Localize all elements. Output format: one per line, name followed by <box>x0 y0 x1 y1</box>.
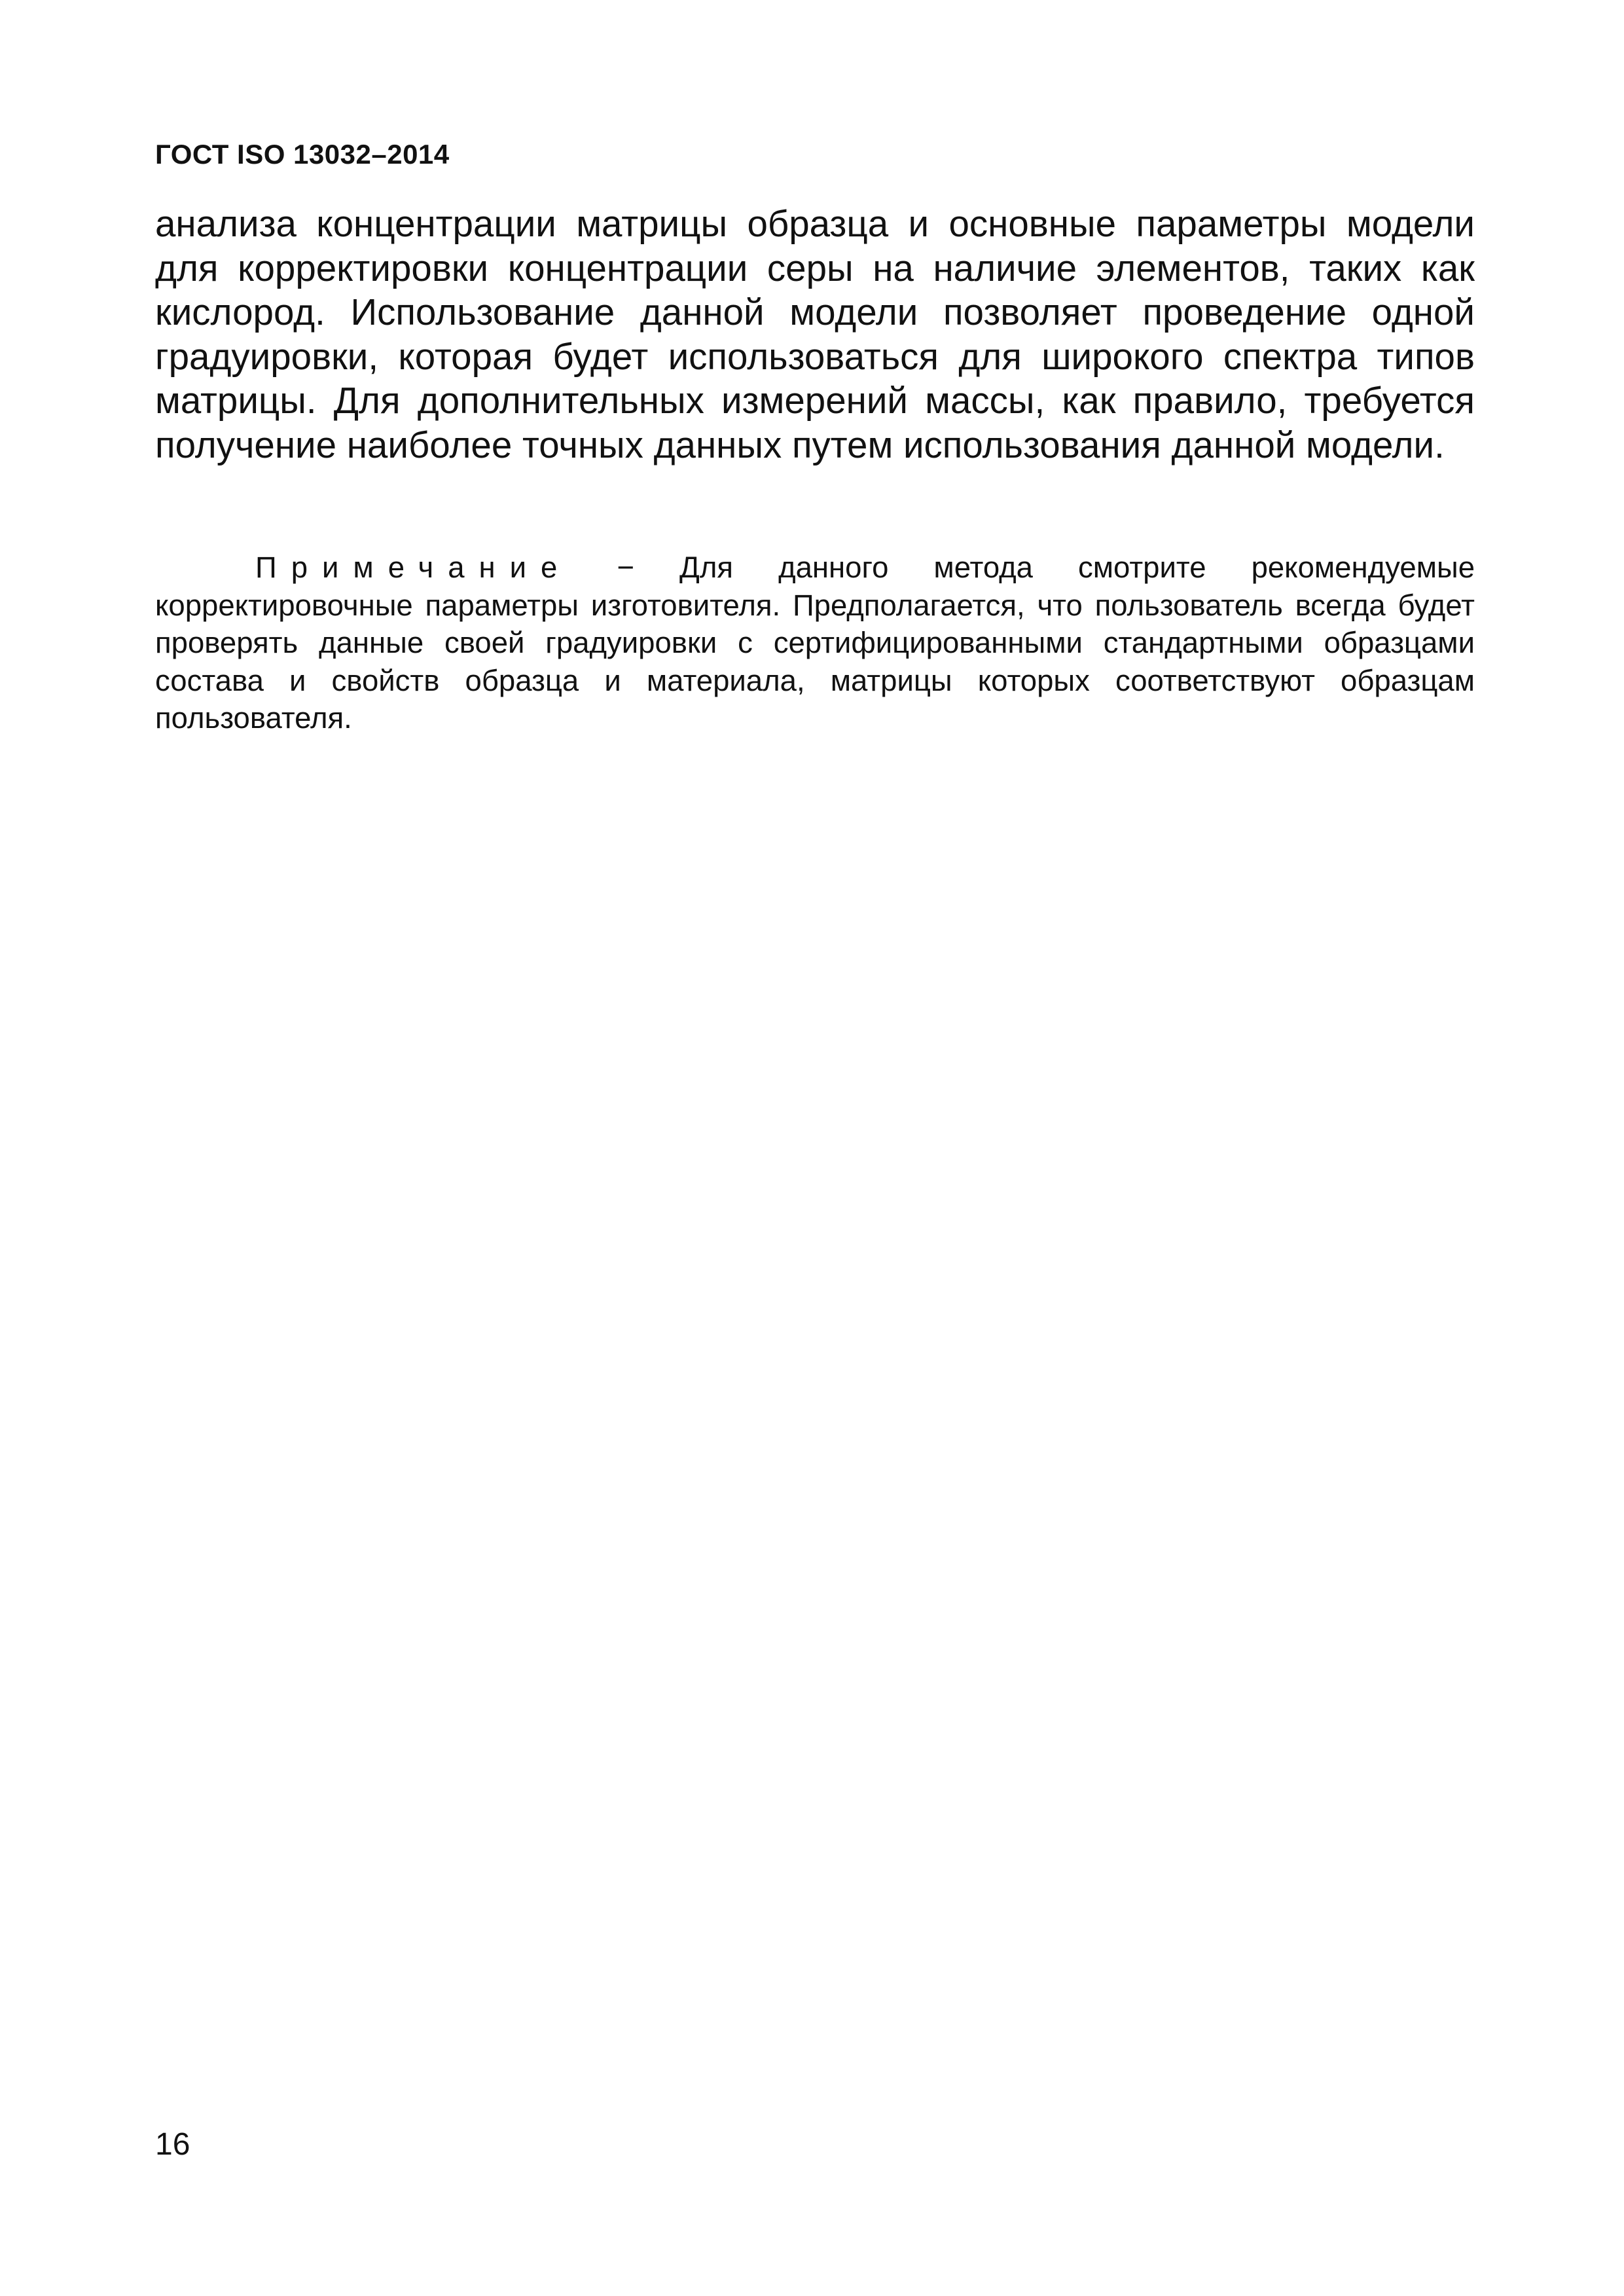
note-dash: − <box>617 551 634 584</box>
note-text: Для данного метода смотрите рекомендуемые корректировочные параметры изготовителя. Предполагается, что пользователь всегда будет проверять данные своей градуировки с сертифицированными стандартными образцами состава и свойств образца и материала, матрицы которых соответствуют образцам пользователя. <box>155 551 1475 735</box>
note-label: Примечание <box>255 551 572 584</box>
note-block <box>155 549 1475 737</box>
page-number: 16 <box>155 2127 190 2162</box>
body-paragraph: анализа концентрации матрицы образца и основные параметры модели для корректировки концентрации серы на наличие элементов, таких как кислород. Использование данной модели позволяет проведение одной градуировки, которая будет использоваться для широкого спектра типов матрицы. Для дополнительных измерений массы, как правило, требуется получение наиболее точных данных путем использования данной модели. <box>155 203 1475 465</box>
document-header: ГОСТ ISO 13032–2014 <box>155 139 450 170</box>
